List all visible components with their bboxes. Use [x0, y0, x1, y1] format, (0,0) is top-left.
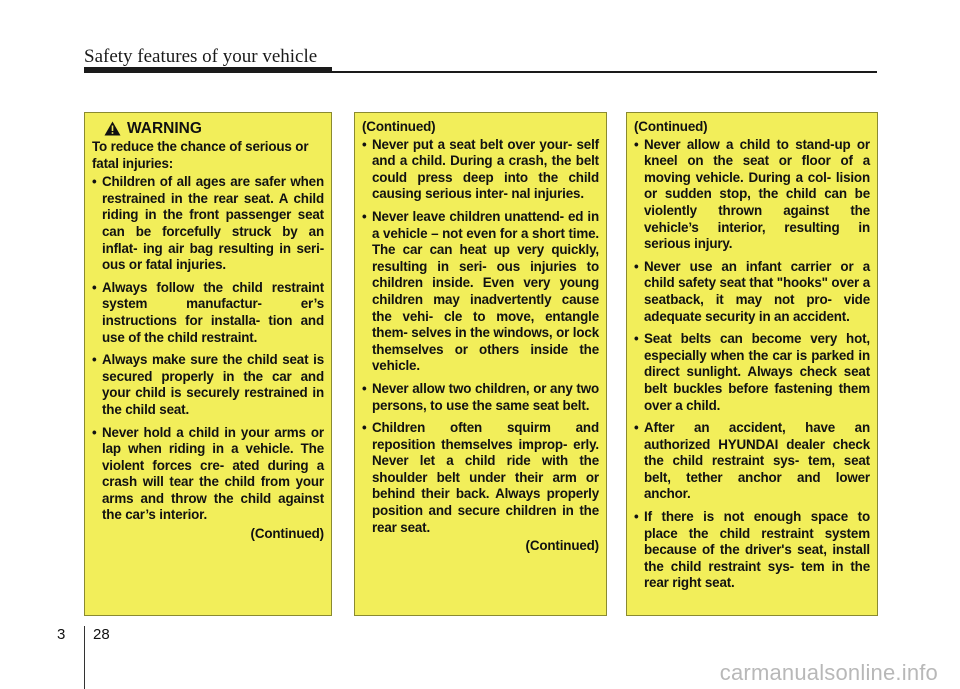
- bullet-item: • If there is not enough space to place the child restraint system because of the driver's seat, install the child restraint sys- tem in the rear right seat.: [634, 509, 870, 592]
- warning-panel-1: [84, 112, 332, 616]
- bullet-item: • Never leave children unattend- ed in a vehicle – not even for a short time. The car can heat up very quickly, resulting in seri- ous injuries to children inside. Even very young children may inadvertently cause the vehi- cle to move, entangle them- selves in the windows, or lock themselves or others inside the vehicle.: [362, 209, 599, 375]
- chapter-number: 3: [57, 626, 66, 643]
- watermark: carmanualsonline.info: [719, 660, 938, 685]
- bullet-item: • Never hold a child in your arms or lap when riding in a vehicle. The violent forces cre- ated during a crash will tear the child from your arms and throw the child against the car’s interior.: [92, 425, 324, 525]
- bullet-item: • Never allow a child to stand-up or kneel on the seat or floor of a moving vehicle. During a col- lision or sudden stop, the child can be violently thrown against the vehicle’s interior, resulting in serious injury.: [634, 137, 870, 253]
- warning-triangle-icon: [104, 121, 121, 136]
- bullet-list: [92, 174, 324, 524]
- bullet-item: • Never put a seat belt over your- self and a child. During a crash, the belt could press deep into the child causing serious inter- nal injuries.: [362, 137, 599, 203]
- continued-label: (Continued): [362, 119, 436, 134]
- bullet-item: • After an accident, have an authorized HYUNDAI dealer check the child restraint sys- tem, seat belt, tether anchor and lower anchor.: [634, 420, 870, 503]
- header-rule-thin: [84, 71, 877, 73]
- bullet-item: • Always make sure the child seat is secured properly in the car and your child is securely restrained in the child seat.: [92, 352, 324, 418]
- bullet-item: • Never use an infant carrier or a child safety seat that "hooks" over a seatback, it may not pro- vide adequate security in an accident.: [634, 259, 870, 325]
- page-title: Safety features of your vehicle: [84, 46, 318, 67]
- bullet-item: • Children of all ages are safer when restrained in the rear seat. A child riding in the front passenger seat can be forcefully struck by an inflat- ing air bag resulting in seri- ous or fatal injuries.: [92, 174, 324, 274]
- continued-label: (Continued): [250, 526, 324, 542]
- warning-panel-2: [354, 112, 607, 616]
- warning-panel-3: [626, 112, 878, 616]
- warning-intro: To reduce the chance of serious or fatal injuries:: [92, 139, 309, 171]
- bullet-item: • Children often squirm and reposition themselves improp- erly. Never let a child ride with the shoulder belt under their arm or behind their back. Always properly position and secure children in the rear seat.: [362, 420, 599, 536]
- continued-label: (Continued): [525, 538, 599, 554]
- page-number: 28: [93, 626, 110, 643]
- bullet-item: • Always follow the child restraint system manufactur- er’s instructions for installa- tion and use of the child restraint.: [92, 280, 324, 346]
- continued-label: (Continued): [634, 119, 708, 134]
- bullet-list: [634, 137, 870, 592]
- bullet-item: • Seat belts can become very hot, especially when the car is parked in direct sunlight. Always check seat belt buckles before fastening them over a child.: [634, 331, 870, 414]
- warning-heading: [92, 119, 324, 138]
- bullet-list: [362, 137, 599, 537]
- bullet-item: • Never allow two children, or any two persons, to use the same seat belt.: [362, 381, 599, 414]
- footer-divider: [84, 626, 85, 689]
- warning-title: WARNING: [127, 120, 202, 137]
